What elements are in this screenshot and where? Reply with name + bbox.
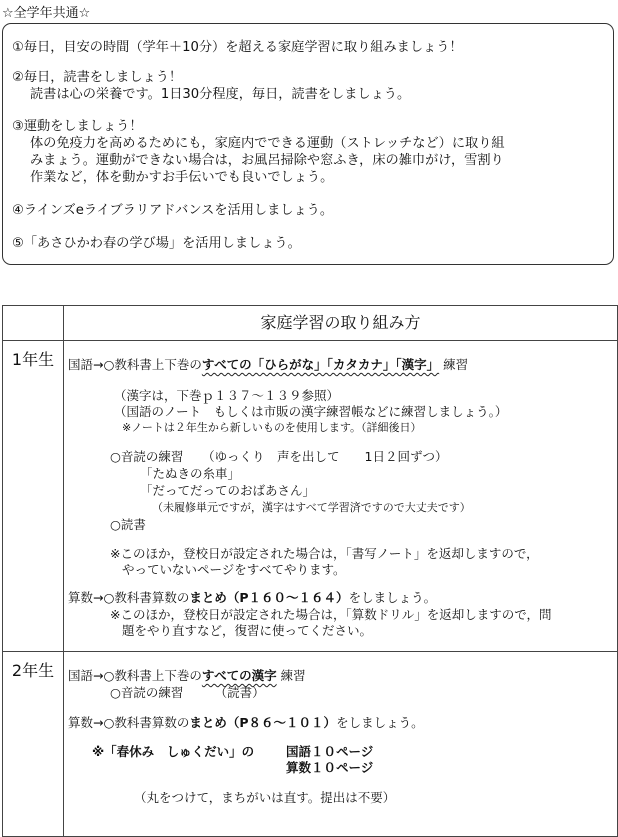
grade2-homework-sansu: 算数１０ページ [286,760,374,775]
guideline-5: ⑤「あさひかわ春の学び場」を活用しましょう。 [12,236,301,251]
grade2-sansu-line: 算数→○教科書算数のまとめ（P８６～１０１）をしましょう。 [68,715,424,730]
guideline-3-title: ③運動をしましょう！ [12,119,143,134]
grade1-kanji-note: （国語のノート もしくは市販の漢字練習帳などに練習しましょう。） [114,404,508,419]
guideline-4: ④ラインズeライブラリアドバンスを活用しましょう。 [12,203,334,218]
grade2-check-note: （丸をつけて，まちがいは直す。提出は不要） [134,790,396,805]
guideline-2-title: ②毎日，読書をしましょう！ [12,70,183,85]
grade1-ondoku: ○音読の練習 （ゆっくり 声を出して 1日２回ずつ） [110,449,448,464]
guideline-3-body-1: 体の免疫力を高めるためにも，家庭内でできる運動（ストレッチなど）に取り組 [30,136,505,151]
grade1-notebook-note: ※ノートは２年生から新しいものを使用します。（詳細後日） [122,421,422,434]
grade1-shosha-note-1: ※このほか，登校日が設定された場合は，「書写ノート」を返却しますので， [110,546,539,561]
grade1-story-1: 「たぬきの糸車」 [140,466,241,481]
grade1-kokugo-line: 国語→○教科書上下巻のすべての「ひらがな」「カタカナ」「漢字」 練習 [68,357,469,372]
grade1-kanji-ref: （漢字は，下巻ｐ１３７～１３９参照） [114,388,340,403]
grade1-story-2: 「だってだってのおばあさん」 [140,483,316,498]
grade2-homework-label: ※「春休み しゅくだい」の [92,744,255,759]
study-plan-table [2,305,618,837]
guideline-3-body-2: みまょう。運動ができない場合は，お風呂掃除や窓ふき，床の雑巾がけ，雪割り [30,153,504,168]
page-header: ☆全学年共通☆ [2,6,91,21]
common-guidelines-box [2,23,614,265]
grade1-drill-note-1: ※このほか，登校日が設定された場合は，「算数ドリル」を返却しますので，問 [110,607,552,622]
grade2-ondoku: ○音読の練習 （読書） [110,685,265,700]
table-title: 家庭学習の取り組み方 [64,306,618,341]
corner-cell [3,306,64,341]
grade1-label: 1年生 [3,341,64,652]
grade2-kokugo-line: 国語→○教科書上下巻のすべての漢字 練習 [68,668,306,683]
guideline-2-body: 読書は心の栄養です。1日30分程度，毎日，読書をしましょう。 [30,87,411,102]
grade1-unlearned-note: （未履修単元ですが，漢字はすべて学習済ですので大丈夫です） [152,501,471,514]
grade1-drill-note-2: 題をやり直すなど，復習に使ってください。 [122,623,373,638]
grade1-sansu-line: 算数→○教科書算数のまとめ（P１６０～１６４）をしましょう。 [68,590,437,605]
guideline-3-body-3: 作業など，体を動かすお手伝いでも良いでしょう。 [30,170,334,185]
grade2-homework-kokugo: 国語１０ページ [286,744,374,759]
grade1-content [64,341,618,652]
grade2-label: 2年生 [3,652,64,837]
grade2-content [64,652,618,837]
grade1-dokusho: ○読書 [110,517,146,532]
grade1-shosha-note-2: やっていないページをすべてやります。 [122,562,346,577]
guideline-1: ①毎日，目安の時間（学年＋10分）を超える家庭学習に取り組みましょう！ [12,40,463,55]
